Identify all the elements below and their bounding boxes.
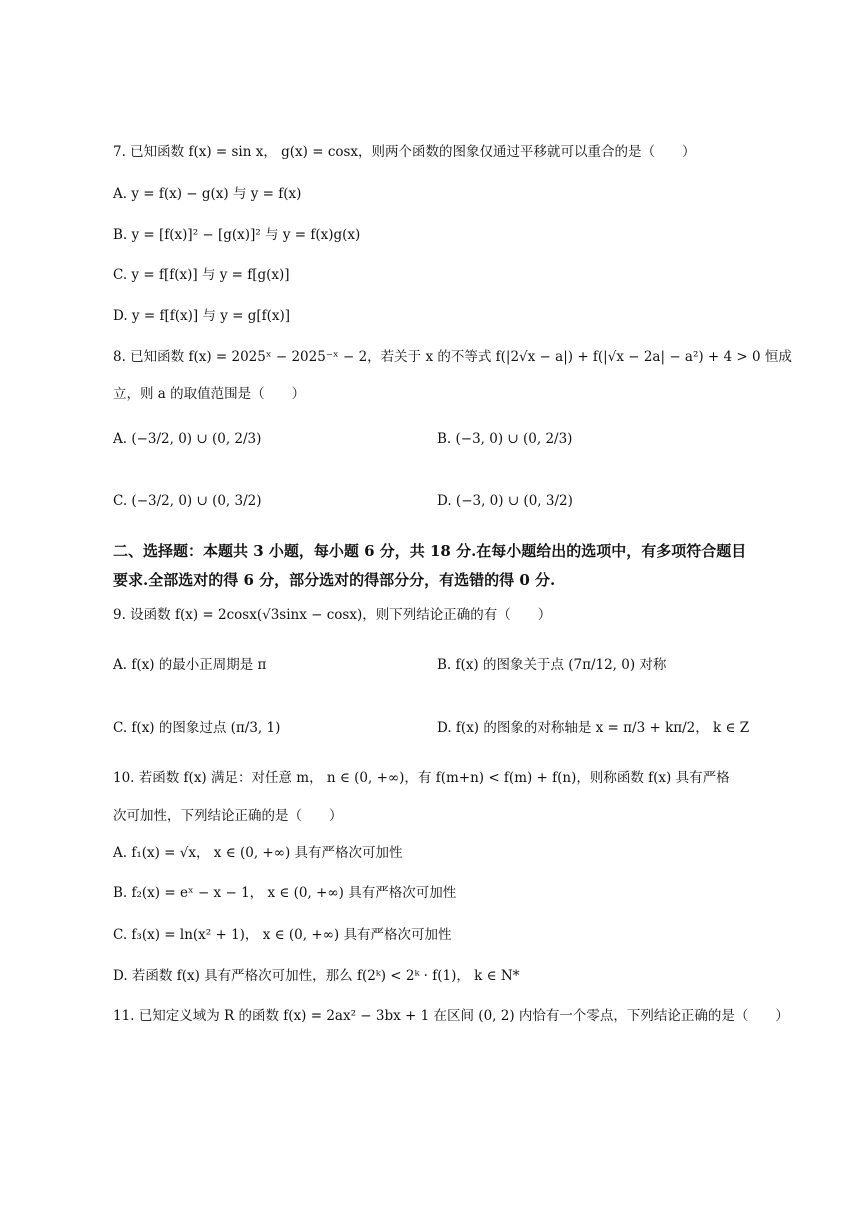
- q10-option-d: D. 若函数 f(x) 具有严格次可加性，那么 f(2ᵏ) < 2ᵏ · f(1)， k ∈ N*: [113, 968, 520, 984]
- q9-option-c: C. f(x) 的图象过点 (π/3, 1): [113, 720, 281, 736]
- q8-option-c: C. (−3/2, 0) ∪ (0, 3/2): [113, 493, 262, 509]
- q10-option-a: A. f₁(x) = √x， x ∈ (0, +∞) 具有严格次可加性: [113, 845, 403, 861]
- q10-stem-line1: 10. 若函数 f(x) 满足：对任意 m， n ∈ (0, +∞)，有 f(m+n) < f(m) + f(n)，则称函数 f(x) 具有严格: [113, 770, 730, 786]
- q9-option-a: A. f(x) 的最小正周期是 π: [113, 657, 267, 673]
- q7-option-d: D. y = f[f(x)] 与 y = g[f(x)]: [113, 308, 291, 324]
- q7-stem: 7. 已知函数 f(x) = sin x， g(x) = cosx，则两个函数的图象仅通过平移就可以重合的是（ ）: [113, 144, 696, 160]
- q9-option-d: D. f(x) 的图象的对称轴是 x = π/3 + kπ/2， k ∈ Z: [437, 720, 750, 736]
- q8-option-a: A. (−3/2, 0) ∪ (0, 2/3): [113, 431, 262, 447]
- q10-option-b: B. f₂(x) = eˣ − x − 1， x ∈ (0, +∞) 具有严格次可加性: [113, 885, 457, 901]
- section2-line1: 二、选择题：本题共 3 小题，每小题 6 分，共 18 分.在每小题给出的选项中，有多项符合题目: [113, 542, 747, 560]
- q7-option-b: B. y = [f(x)]² − [g(x)]² 与 y = f(x)g(x): [113, 227, 361, 243]
- q9-stem: 9. 设函数 f(x) = 2cosx(√3sinx − cosx)，则下列结论正确的有（ ）: [113, 607, 552, 623]
- q11-stem: 11. 已知定义域为 R 的函数 f(x) = 2ax² − 3bx + 1 在区间 (0, 2) 内恰有一个零点，下列结论正确的是（ ）: [113, 1008, 789, 1024]
- q7-option-a: A. y = f(x) − g(x) 与 y = f(x): [113, 186, 302, 202]
- q10-option-c: C. f₃(x) = ln(x² + 1)， x ∈ (0, +∞) 具有严格次可加性: [113, 927, 452, 943]
- section2-line2: 要求.全部选对的得 6 分，部分选对的得部分分，有选错的得 0 分.: [113, 571, 556, 589]
- q9-option-b: B. f(x) 的图象关于点 (7π/12, 0) 对称: [437, 657, 667, 673]
- q8-option-d: D. (−3, 0) ∪ (0, 3/2): [437, 493, 573, 509]
- q7-option-c: C. y = f[f(x)] 与 y = f[g(x)]: [113, 267, 290, 283]
- q8-option-b: B. (−3, 0) ∪ (0, 2/3): [437, 431, 573, 447]
- q8-stem-line2: 立，则 a 的取值范围是（ ）: [113, 386, 306, 402]
- q10-stem-line2: 次可加性，下列结论正确的是（ ）: [113, 808, 343, 824]
- q8-stem-line1: 8. 已知函数 f(x) = 2025ˣ − 2025⁻ˣ − 2，若关于 x 的不等式 f(|2√x − a|) + f(|√x − 2a| − a²) + 4 > 0 恒成: [113, 349, 792, 365]
